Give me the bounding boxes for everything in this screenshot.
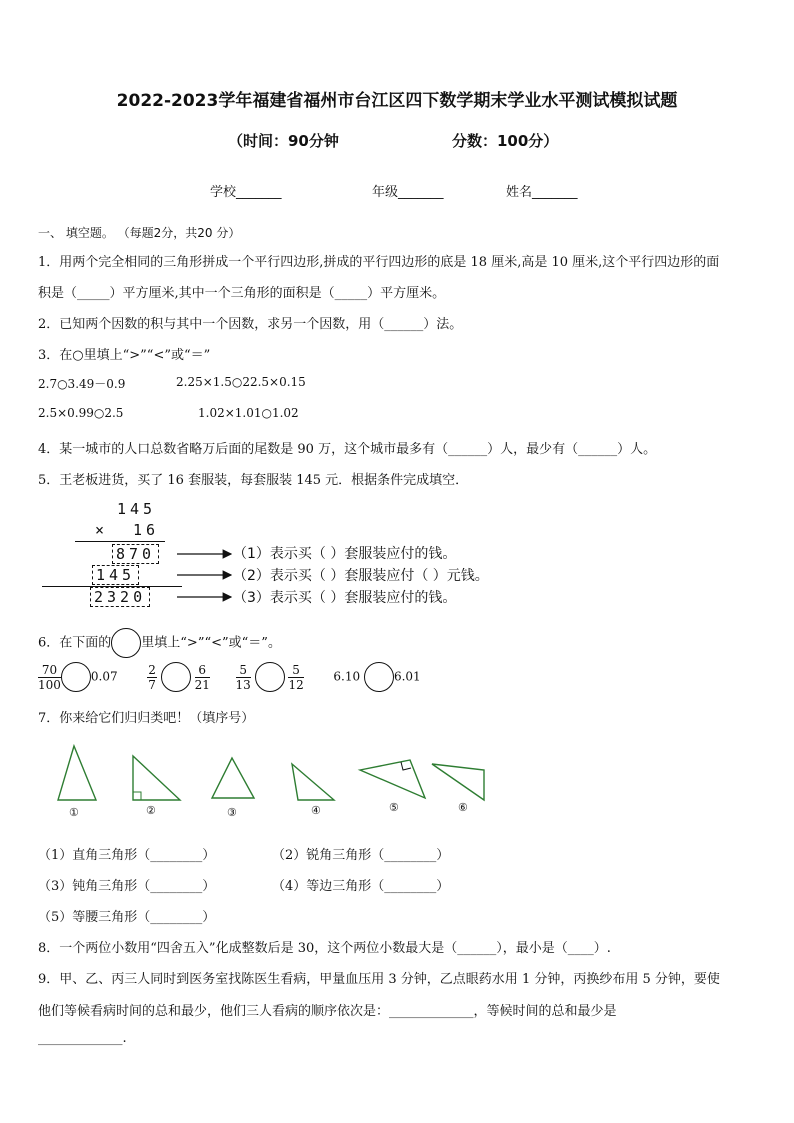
q9-line1: 9．甲、乙、丙三人同时到医务室找陈医生看病，甲量血压用 3 分钟，乙点眼药水用 1 分钟，丙换纱布用 5 分钟，要使 bbox=[38, 972, 720, 987]
fraction-a: $\frac{70}{100}$ bbox=[38, 662, 61, 692]
q7-opt-2: （2）锐角三角形（________） bbox=[272, 848, 450, 863]
q5: 5．王老板进货，买了 16 套服装，每套服装 145 元．根据条件完成填空． bbox=[38, 473, 469, 488]
q7-opt-5: （5）等腰三角形（________） bbox=[38, 910, 216, 925]
name-field: 姓名_______ bbox=[506, 185, 578, 200]
value-a: 0.07 bbox=[90, 669, 118, 684]
page-title: 2022-2023学年福建省福州市台江区四下数学期末学业水平测试模拟试题 bbox=[116, 91, 678, 111]
calc-arrows bbox=[175, 544, 237, 608]
q6-post: 里填上“>”“<”或“＝”。 bbox=[141, 635, 281, 651]
q7-opt-1: （1）直角三角形（________） bbox=[38, 848, 216, 863]
value-d-left: 6.10 bbox=[333, 669, 361, 684]
calc-label-1: （1）表示买（ ）套服装应付的钱。 bbox=[233, 546, 457, 562]
q3-item-c: 2.5×0.99○2.5 bbox=[38, 406, 124, 420]
triangle-figures bbox=[40, 740, 500, 825]
calc-row-2: 16 bbox=[133, 521, 160, 539]
q8: 8．一个两位小数用“四舍五入”化成整数后是 30，这个两位小数最大是（______），最小是（____）. bbox=[38, 941, 611, 956]
compare-circle-b[interactable] bbox=[161, 662, 191, 692]
triangle-5 bbox=[360, 760, 425, 798]
triangle-label-6: ⑥ bbox=[458, 801, 468, 814]
triangle-1 bbox=[58, 746, 96, 800]
triangle-label-2: ② bbox=[146, 804, 156, 817]
triangle-2 bbox=[133, 756, 180, 800]
q7-opt-3: （3）钝角三角形（________） bbox=[38, 879, 216, 894]
triangle-4 bbox=[292, 764, 334, 800]
compare-circle bbox=[111, 628, 141, 658]
calc-label-3: （3）表示买（ ）套服装应付的钱。 bbox=[233, 590, 457, 606]
q3-item-b: 2.25×1.5○22.5×0.15 bbox=[176, 375, 306, 389]
calc-label-2: （2）表示买（ ）套服装应付（ ）元钱。 bbox=[233, 568, 489, 584]
q9-line3: _____________. bbox=[38, 1031, 127, 1046]
q9-line2: 他们等候看病时间的总和最少，他们三人看病的顺序依次是：_____________，等候时间的总和最少是 bbox=[38, 1004, 617, 1019]
value-d-right: 6.01 bbox=[393, 669, 421, 684]
compare-circle-a[interactable] bbox=[61, 662, 91, 692]
triangle-label-1: ① bbox=[69, 806, 79, 819]
score-label: 分数：100分） bbox=[452, 132, 559, 150]
time-label: （时间：90分钟 bbox=[228, 132, 339, 150]
calc-row-5: 2320 bbox=[90, 587, 150, 607]
triangle-label-5: ⑤ bbox=[389, 801, 399, 814]
fraction-c-right: $\frac{5}{12}$ bbox=[288, 662, 304, 692]
q1-line2: 积是（_____）平方厘米,其中一个三角形的面积是（_____）平方厘米。 bbox=[38, 286, 446, 301]
calc-row-1: 145 bbox=[117, 500, 157, 518]
calc-row-3: 870 bbox=[112, 544, 159, 564]
calc-row-4: 145 bbox=[92, 565, 139, 585]
compare-circle-c[interactable] bbox=[255, 662, 285, 692]
q3-item-d: 1.02×1.01○1.02 bbox=[198, 406, 299, 420]
q6-pre: 6．在下面的 bbox=[38, 635, 112, 651]
q7: 7．你来给它们归归类吧！（填序号） bbox=[38, 711, 255, 726]
q4: 4．某一城市的人口总数省略万后面的尾数是 90 万，这个城市最多有（______）人，最少有（______）人。 bbox=[38, 442, 657, 457]
triangle-3 bbox=[212, 758, 254, 798]
q2: 2．已知两个因数的积与其中一个因数，求另一个因数，用（______）法。 bbox=[38, 317, 463, 332]
q3: 3．在○里填上“>”“<”或“＝” bbox=[38, 348, 211, 363]
triangle-label-4: ④ bbox=[311, 804, 321, 817]
q6-items bbox=[38, 662, 421, 692]
compare-circle-d[interactable] bbox=[364, 662, 394, 692]
q7-opt-4: （4）等边三角形（________） bbox=[272, 879, 450, 894]
grade-field: 年级_______ bbox=[372, 185, 444, 200]
school-field: 学校_______ bbox=[210, 185, 282, 200]
fraction-b-right: $\frac{6}{21}$ bbox=[194, 662, 210, 692]
calc-multiply-sign: × bbox=[95, 521, 109, 539]
triangle-label-3: ③ bbox=[227, 806, 237, 819]
q6 bbox=[38, 628, 281, 658]
fraction-b-left: $\frac{2}{7}$ bbox=[148, 662, 156, 692]
calc-rule-1 bbox=[75, 541, 165, 542]
fraction-c-left: $\frac{5}{13}$ bbox=[235, 662, 251, 692]
section-heading: 一、 填空题。 （每题2分，共20 分） bbox=[38, 226, 241, 240]
q3-item-a: 2.7○3.49－0.9 bbox=[38, 377, 126, 391]
q1-line1: 1．用两个完全相同的三角形拼成一个平行四边形,拼成的平行四边形的底是 18 厘米,高是 10 厘米,这个平行四边形的面 bbox=[38, 255, 720, 270]
triangle-6 bbox=[432, 764, 484, 800]
